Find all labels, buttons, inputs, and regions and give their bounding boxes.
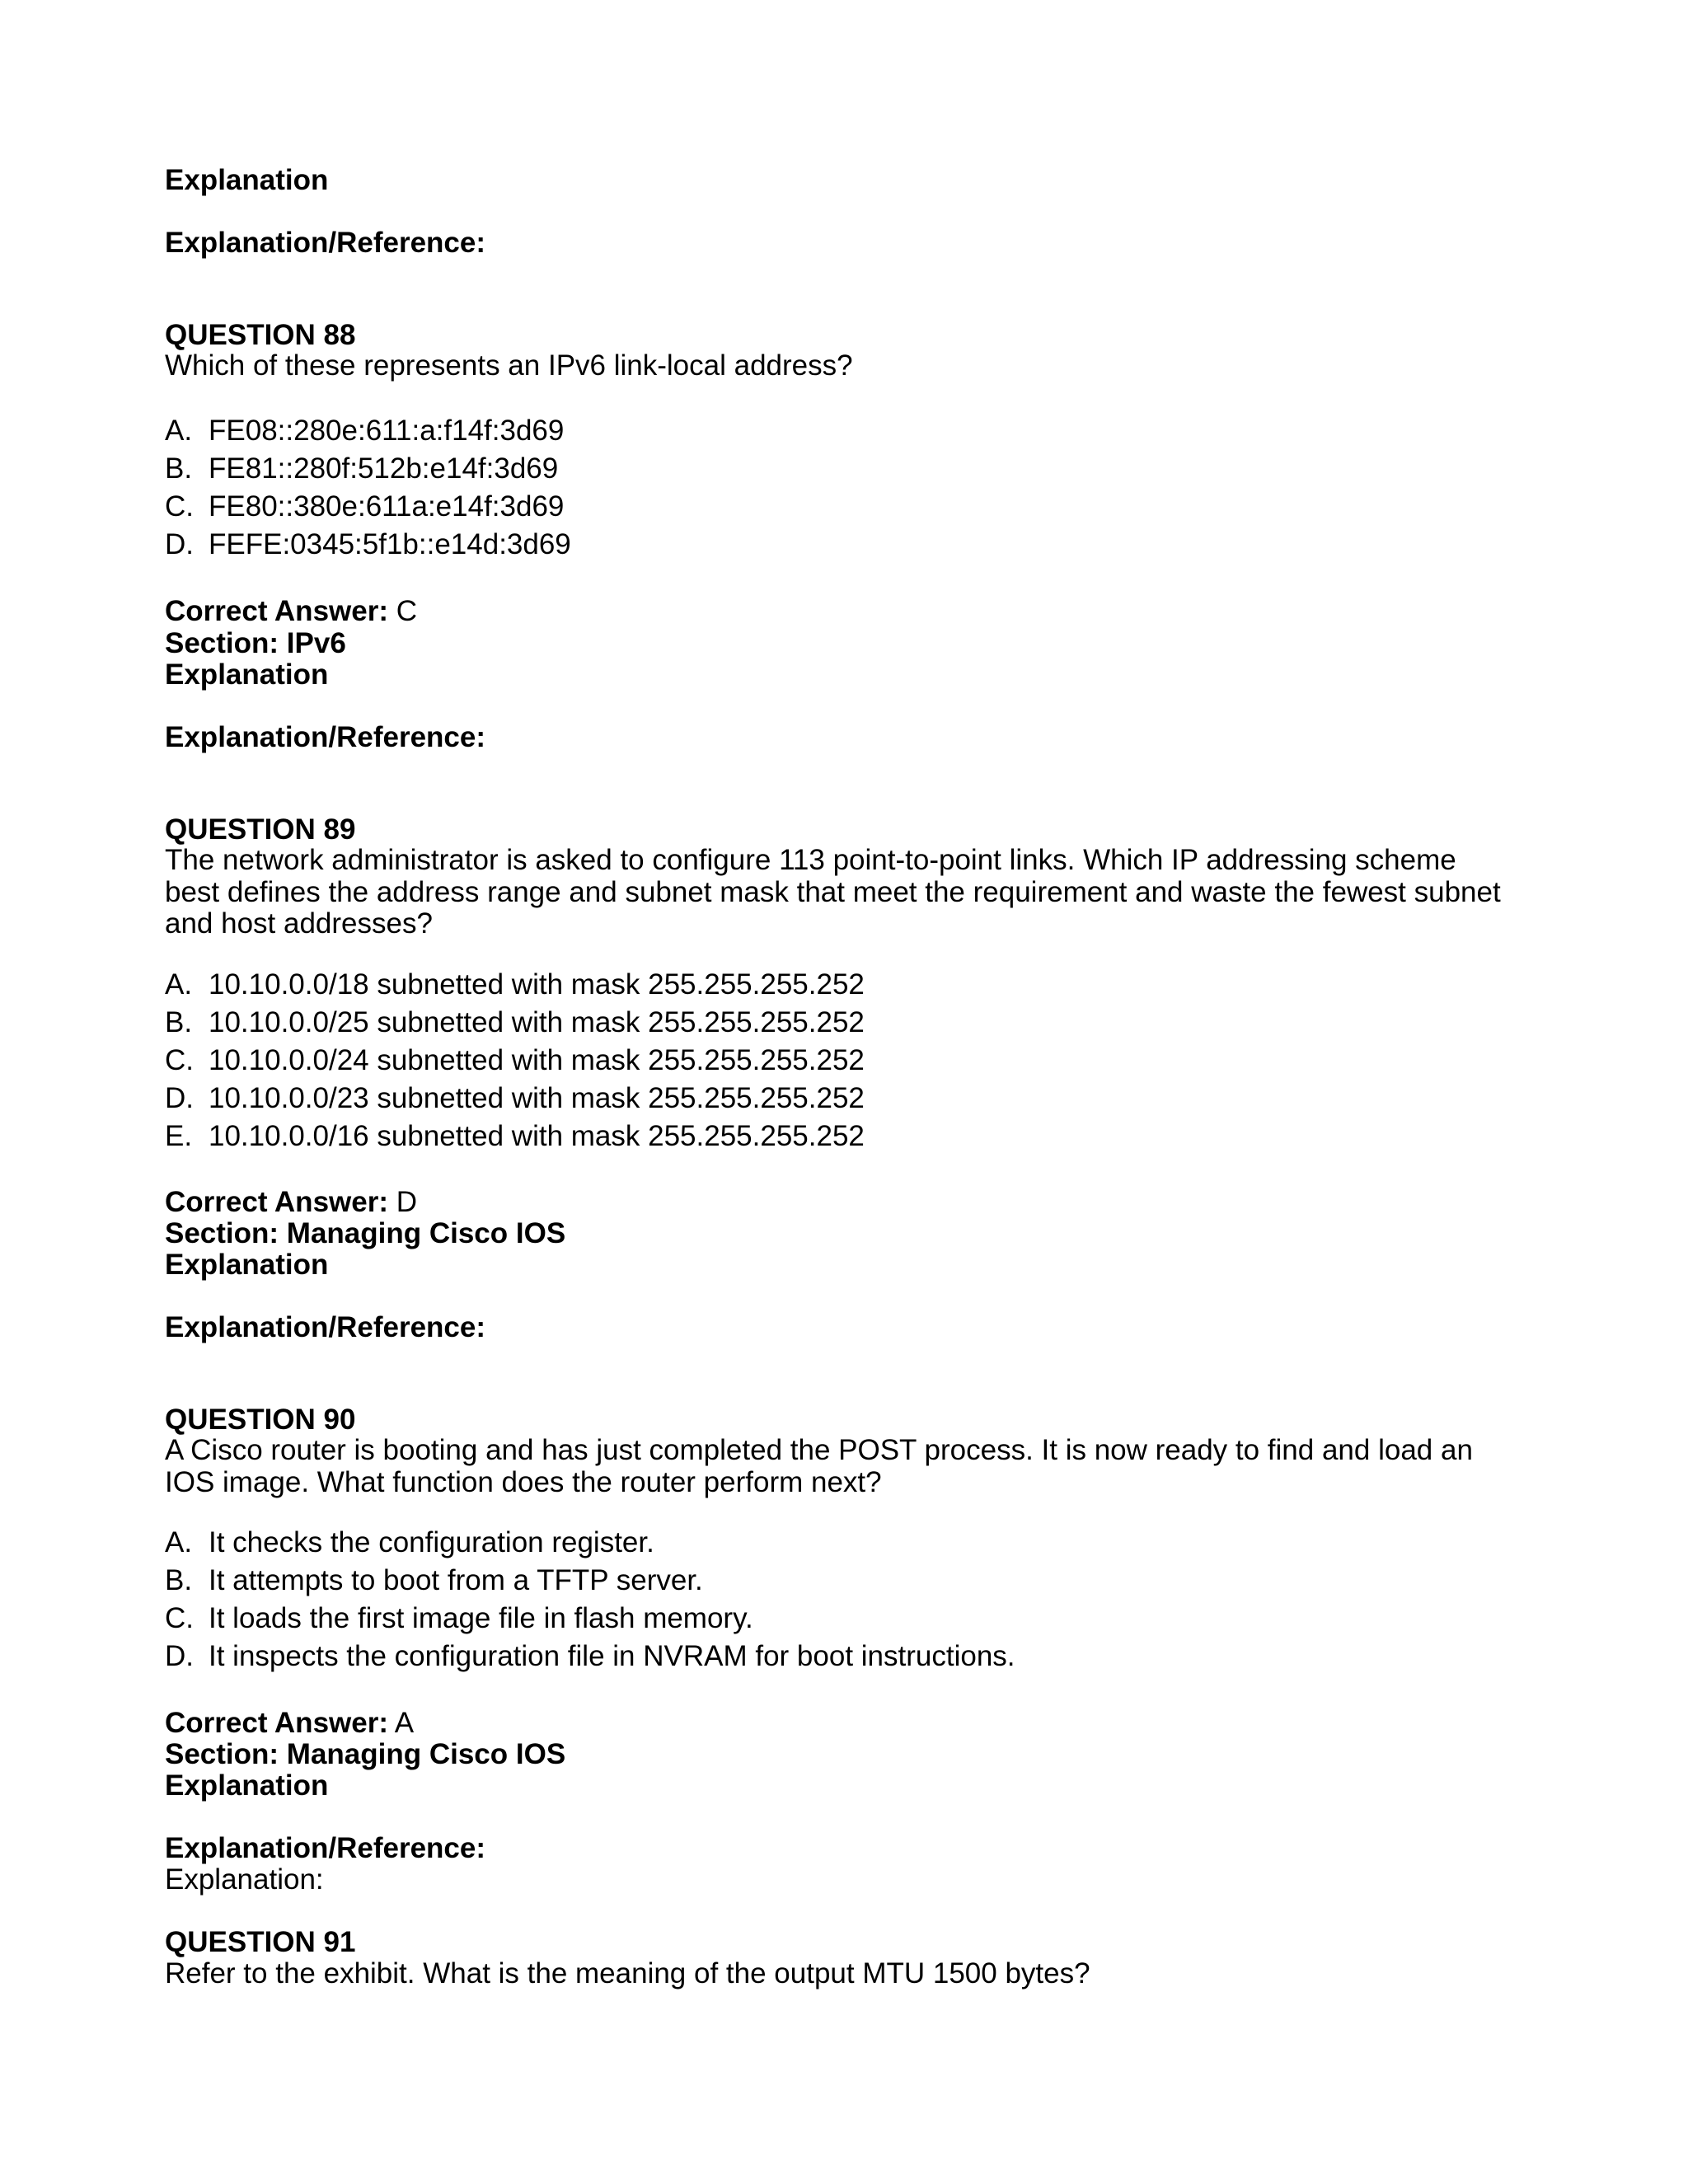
answer-option-c	[165, 491, 564, 523]
option-text: It checks the configuration register.	[209, 1526, 654, 1558]
explanation-heading: Explanation	[165, 164, 329, 196]
option-text: FE08::280e:611:a:f14f:3d69	[209, 415, 565, 447]
option-letter: C.	[165, 490, 194, 523]
section-label: Section: IPv6	[165, 627, 346, 659]
explanation-reference-heading: Explanation/Reference:	[165, 721, 485, 753]
question-heading: QUESTION 88	[165, 319, 356, 351]
question-heading: QUESTION 91	[165, 1926, 356, 1958]
answer-option-d	[165, 1083, 865, 1115]
option-text: 10.10.0.0/18 subnetted with mask 255.255.255.252	[209, 968, 865, 1001]
option-text: 10.10.0.0/16 subnetted with mask 255.255.255.252	[209, 1120, 865, 1152]
explanation-reference-heading: Explanation/Reference:	[165, 227, 485, 259]
correct-answer-label: Correct Answer:	[165, 1707, 388, 1739]
answer-option-e	[165, 1121, 865, 1153]
option-letter: E.	[165, 1120, 193, 1152]
answer-option-a	[165, 415, 564, 448]
option-letter: D.	[165, 1082, 194, 1114]
explanation-heading: Explanation	[165, 1769, 329, 1802]
answer-option-d	[165, 1641, 1015, 1673]
option-text: 10.10.0.0/24 subnetted with mask 255.255.255.252	[209, 1044, 865, 1076]
answer-option-c	[165, 1045, 865, 1077]
question-text: Refer to the exhibit. What is the meaning of the output MTU 1500 bytes?	[165, 1957, 1090, 1990]
option-letter: B.	[165, 1564, 193, 1596]
option-text: It loads the first image file in flash memory.	[209, 1602, 753, 1634]
section-label: Section: Managing Cisco IOS	[165, 1217, 566, 1249]
option-letter: A.	[165, 415, 193, 447]
option-letter: B.	[165, 452, 193, 485]
explanation-body: Explanation:	[165, 1863, 324, 1896]
correct-answer	[165, 596, 417, 628]
answer-option-c	[165, 1603, 753, 1635]
option-text: It attempts to boot from a TFTP server.	[209, 1564, 703, 1596]
option-text: FE81::280f:512b:e14f:3d69	[209, 452, 559, 485]
section-label: Section: Managing Cisco IOS	[165, 1738, 566, 1770]
explanation-reference-heading: Explanation/Reference:	[165, 1311, 485, 1343]
option-letter: D.	[165, 528, 194, 560]
option-letter: B.	[165, 1006, 193, 1038]
option-letter: D.	[165, 1640, 194, 1672]
answer-option-a	[165, 969, 865, 1001]
correct-answer-value: A	[394, 1707, 415, 1739]
option-text: FE80::380e:611a:e14f:3d69	[209, 490, 565, 523]
option-letter: C.	[165, 1044, 194, 1076]
answer-option-b	[165, 1565, 703, 1597]
answer-option-a	[165, 1527, 654, 1559]
answer-option-b	[165, 1007, 865, 1039]
answer-option-b	[165, 453, 558, 485]
option-text: FEFE:0345:5f1b::e14d:3d69	[209, 528, 571, 560]
explanation-heading: Explanation	[165, 1249, 329, 1281]
question-text: The network administrator is asked to configure 113 point-to-point links. Which IP addressing scheme best defines the address range and subnet mask that meet the requirement and waste the fewest subnet and host addresses?	[165, 844, 1501, 940]
question-heading: QUESTION 90	[165, 1404, 356, 1436]
option-text: 10.10.0.0/23 subnetted with mask 255.255.255.252	[209, 1082, 865, 1114]
explanation-heading: Explanation	[165, 658, 329, 691]
question-text: A Cisco router is booting and has just completed the POST process. It is now ready to find and load an IOS image. What function does the router perform next?	[165, 1434, 1473, 1498]
option-letter: C.	[165, 1602, 194, 1634]
question-text: Which of these represents an IPv6 link-local address?	[165, 349, 853, 382]
correct-answer	[165, 1187, 417, 1219]
option-text: It inspects the configuration file in NVRAM for boot instructions.	[209, 1640, 1015, 1672]
explanation-reference-heading: Explanation/Reference:	[165, 1832, 485, 1864]
correct-answer	[165, 1708, 414, 1740]
correct-answer-value: D	[396, 1186, 418, 1218]
answer-option-d	[165, 529, 571, 561]
correct-answer-label: Correct Answer:	[165, 595, 388, 627]
option-letter: A.	[165, 968, 193, 1001]
correct-answer-value: C	[396, 595, 418, 627]
correct-answer-label: Correct Answer:	[165, 1186, 388, 1218]
question-heading: QUESTION 89	[165, 813, 356, 846]
option-letter: A.	[165, 1526, 193, 1558]
option-text: 10.10.0.0/25 subnetted with mask 255.255.255.252	[209, 1006, 865, 1038]
